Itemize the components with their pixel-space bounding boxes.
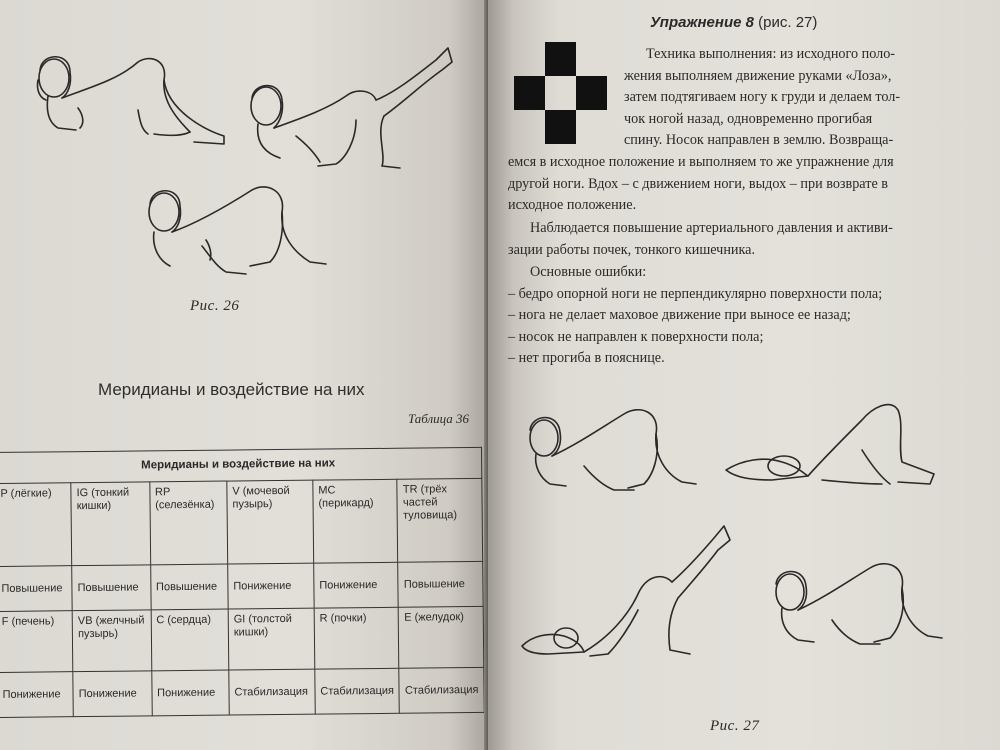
left-page (0, 0, 488, 750)
table-cell: Понижение (314, 562, 399, 608)
section-heading: Меридианы и воздействие на них (98, 380, 365, 399)
list-item: – носок не направлен к поверхности пола; (508, 328, 764, 345)
exercise-title-ref: (рис. 27) (758, 14, 818, 31)
figure-26-pose-3 (130, 176, 350, 286)
table-cell: Повышение (398, 561, 483, 607)
table-cell: GI (толстой кишки) (228, 608, 315, 670)
table-cell: Понижение (228, 563, 314, 609)
table-cell: P (лёгкие) (0, 483, 72, 567)
table-row (0, 667, 484, 717)
text-line: зации работы почек, тонкого кишечника. (508, 241, 756, 258)
table-cell: E (желудок) (399, 606, 484, 668)
figure-26-caption: Рис. 26 (190, 298, 240, 314)
figure-27-pose-2 (712, 390, 952, 500)
table-cell: Повышение (72, 565, 151, 611)
table-cell: IG (тонкий кишки) (71, 482, 150, 566)
table-cell: Понижение (151, 670, 229, 716)
checkered-cross-icon (514, 42, 608, 146)
table-cell: Понижение (73, 671, 152, 717)
exercise-title-bold: Упражнение 8 (650, 14, 754, 31)
list-item: – нет прогиба в пояснице. (508, 350, 665, 367)
figure-27-caption: Рис. 27 (710, 718, 760, 734)
text-line: спину. Носок направлен в землю. Возвраща- (624, 132, 894, 149)
text-line: жения выполняем движение руками «Лоза», (624, 67, 892, 84)
figure-27-pose-3 (518, 520, 758, 670)
effect-paragraph (508, 218, 978, 261)
table-cell: Понижение (0, 672, 73, 718)
table-cell: Повышение (150, 564, 228, 610)
table-cell: Стабилизация (315, 668, 400, 714)
exercise-title (650, 14, 817, 31)
text-line: Наблюдается повышение артериального давления и активи- (530, 220, 893, 236)
text-line: емся в исходное положение и выполняем то же упражнение для (508, 154, 894, 170)
figure-27-pose-1 (514, 400, 734, 500)
text-line: исходное положение. (508, 197, 637, 214)
table-label: Таблица 36 (408, 411, 470, 426)
table-cell: R (почки) (314, 607, 399, 669)
table-cell: Стабилизация (399, 667, 484, 713)
table-cell: Стабилизация (229, 669, 315, 715)
table-cell: RP (селезёнка) (149, 481, 227, 565)
list-item: – бедро опорной ноги не перпендикулярно поверхности пола; (508, 285, 883, 302)
right-page (488, 0, 1000, 750)
text-line: Техника выполнения: из исходного поло- (646, 46, 896, 62)
table-cell: Повышение (0, 566, 72, 612)
table-cell: TR (трёх частей туловища) (397, 478, 482, 562)
text-line: чок ногой назад, одновременно прогибая (624, 110, 873, 127)
figure-26-pose-2 (236, 40, 466, 180)
table-row (0, 606, 484, 672)
table-cell: MC (перикард) (313, 479, 398, 563)
table-row (0, 478, 483, 566)
meridians-table (0, 447, 485, 718)
table-cell: VB (желчный пузырь) (72, 610, 151, 672)
table-cell: F (печень) (0, 611, 73, 673)
errors-list (508, 262, 978, 370)
table-cell: V (мочевой пузырь) (227, 480, 314, 564)
table-cell: C (сердца) (151, 609, 229, 671)
technique-paragraph-wide (508, 152, 978, 217)
errors-heading: Основные ошибки: (530, 264, 647, 280)
table-title: Меридианы и воздействие на них (0, 447, 482, 483)
figure-27-pose-4 (766, 552, 966, 662)
figure-26-pose-1 (18, 50, 238, 160)
list-item: – нога не делает маховое движение при выносе ее назад; (508, 307, 851, 324)
text-line: другой ноги. Вдох – с движением ноги, выдох – при возврате в (508, 175, 888, 192)
text-line: затем подтягиваем ногу к груди и делаем тол- (624, 89, 901, 106)
technique-paragraph-narrow (624, 44, 964, 152)
table-row (0, 561, 483, 611)
